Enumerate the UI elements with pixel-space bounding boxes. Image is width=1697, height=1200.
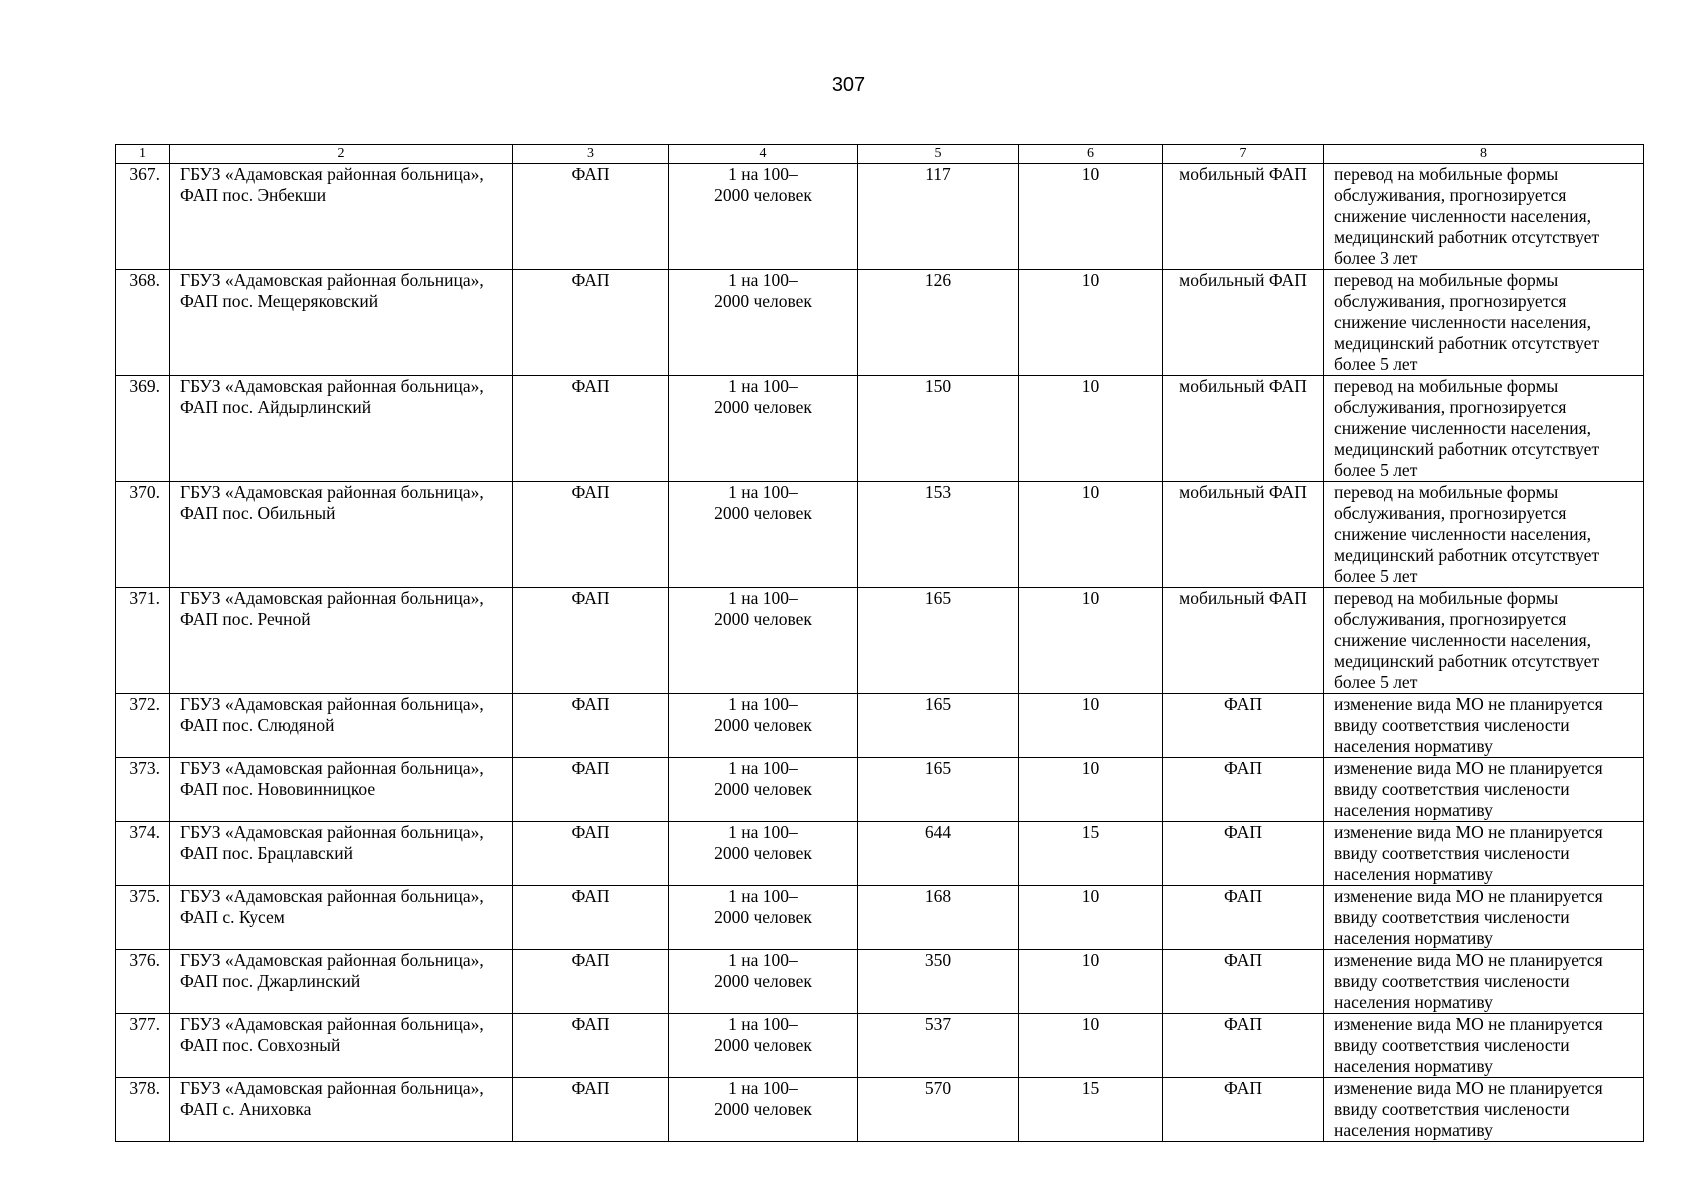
table-row: [116, 482, 1644, 588]
header-cell-5: 5: [858, 145, 1019, 164]
type-cell: ФАП: [513, 1014, 669, 1078]
institution-cell: ГБУЗ «Адамовская районная больница», ФАП пос. Брацлавский: [170, 822, 513, 886]
institution-cell: ГБУЗ «Адамовская районная больница», ФАП с. Аниховка: [170, 1078, 513, 1142]
population-cell: 350: [858, 950, 1019, 1014]
row-number-cell: 376.: [116, 950, 170, 1014]
comment-cell: перевод на мобильные формы обслуживания, прогнозируется снижение численности населения, медицинский работник отсутствует более 3 лет: [1324, 164, 1644, 270]
institution-cell: ГБУЗ «Адамовская районная больница», ФАП пос. Совхозный: [170, 1014, 513, 1078]
row-number-cell: 372.: [116, 694, 170, 758]
comment-cell: перевод на мобильные формы обслуживания, прогнозируется снижение численности населения, медицинский работник отсутствует более 5 лет: [1324, 376, 1644, 482]
row-number-cell: 377.: [116, 1014, 170, 1078]
population-cell: 117: [858, 164, 1019, 270]
table-row: [116, 376, 1644, 482]
new-type-cell: мобильный ФАП: [1163, 376, 1324, 482]
table-row: [116, 1014, 1644, 1078]
distance-cell: 10: [1019, 694, 1163, 758]
population-cell: 150: [858, 376, 1019, 482]
population-cell: 153: [858, 482, 1019, 588]
new-type-cell: ФАП: [1163, 822, 1324, 886]
distance-cell: 10: [1019, 588, 1163, 694]
norm-cell: 1 на 100– 2000 человек: [669, 376, 858, 482]
norm-cell: 1 на 100– 2000 человек: [669, 270, 858, 376]
comment-cell: перевод на мобильные формы обслуживания, прогнозируется снижение численности населения, медицинский работник отсутствует более 5 лет: [1324, 588, 1644, 694]
type-cell: ФАП: [513, 376, 669, 482]
institution-cell: ГБУЗ «Адамовская районная больница», ФАП пос. Мещеряковский: [170, 270, 513, 376]
population-cell: 165: [858, 758, 1019, 822]
new-type-cell: ФАП: [1163, 694, 1324, 758]
type-cell: ФАП: [513, 950, 669, 1014]
norm-cell: 1 на 100– 2000 человек: [669, 950, 858, 1014]
norm-cell: 1 на 100– 2000 человек: [669, 1014, 858, 1078]
row-number-cell: 371.: [116, 588, 170, 694]
institution-cell: ГБУЗ «Адамовская районная больница», ФАП пос. Джарлинский: [170, 950, 513, 1014]
population-cell: 165: [858, 588, 1019, 694]
table-row: [116, 758, 1644, 822]
distance-cell: 10: [1019, 482, 1163, 588]
comment-cell: изменение вида МО не планируется ввиду соответствия числености населения нормативу: [1324, 886, 1644, 950]
data-table: [115, 144, 1644, 1142]
new-type-cell: ФАП: [1163, 950, 1324, 1014]
type-cell: ФАП: [513, 164, 669, 270]
norm-cell: 1 на 100– 2000 человек: [669, 822, 858, 886]
distance-cell: 10: [1019, 950, 1163, 1014]
distance-cell: 10: [1019, 270, 1163, 376]
population-cell: 644: [858, 822, 1019, 886]
header-cell-7: 7: [1163, 145, 1324, 164]
distance-cell: 10: [1019, 758, 1163, 822]
type-cell: ФАП: [513, 482, 669, 588]
comment-cell: перевод на мобильные формы обслуживания, прогнозируется снижение численности населения, медицинский работник отсутствует более 5 лет: [1324, 482, 1644, 588]
new-type-cell: ФАП: [1163, 758, 1324, 822]
comment-cell: перевод на мобильные формы обслуживания, прогнозируется снижение численности населения, медицинский работник отсутствует более 5 лет: [1324, 270, 1644, 376]
norm-cell: 1 на 100– 2000 человек: [669, 694, 858, 758]
row-number-cell: 375.: [116, 886, 170, 950]
new-type-cell: ФАП: [1163, 886, 1324, 950]
table-row: [116, 1078, 1644, 1142]
table-row: [116, 164, 1644, 270]
comment-cell: изменение вида МО не планируется ввиду соответствия числености населения нормативу: [1324, 1014, 1644, 1078]
type-cell: ФАП: [513, 588, 669, 694]
table-body: [116, 164, 1644, 1142]
distance-cell: 10: [1019, 886, 1163, 950]
new-type-cell: мобильный ФАП: [1163, 588, 1324, 694]
new-type-cell: мобильный ФАП: [1163, 270, 1324, 376]
type-cell: ФАП: [513, 694, 669, 758]
header-cell-2: 2: [170, 145, 513, 164]
type-cell: ФАП: [513, 270, 669, 376]
population-cell: 570: [858, 1078, 1019, 1142]
institution-cell: ГБУЗ «Адамовская районная больница», ФАП пос. Обильный: [170, 482, 513, 588]
row-number-cell: 367.: [116, 164, 170, 270]
type-cell: ФАП: [513, 758, 669, 822]
comment-cell: изменение вида МО не планируется ввиду соответствия числености населения нормативу: [1324, 758, 1644, 822]
norm-cell: 1 на 100– 2000 человек: [669, 1078, 858, 1142]
header-cell-1: 1: [116, 145, 170, 164]
header-cell-4: 4: [669, 145, 858, 164]
distance-cell: 15: [1019, 1078, 1163, 1142]
table-row: [116, 822, 1644, 886]
new-type-cell: ФАП: [1163, 1014, 1324, 1078]
comment-cell: изменение вида МО не планируется ввиду соответствия числености населения нормативу: [1324, 694, 1644, 758]
table-header: [116, 145, 1644, 164]
header-cell-3: 3: [513, 145, 669, 164]
distance-cell: 15: [1019, 822, 1163, 886]
institution-cell: ГБУЗ «Адамовская районная больница», ФАП пос. Речной: [170, 588, 513, 694]
row-number-cell: 369.: [116, 376, 170, 482]
row-number-cell: 374.: [116, 822, 170, 886]
table-row: [116, 588, 1644, 694]
table-row: [116, 270, 1644, 376]
header-cell-6: 6: [1019, 145, 1163, 164]
page-number: 307: [831, 74, 866, 96]
distance-cell: 10: [1019, 1014, 1163, 1078]
new-type-cell: мобильный ФАП: [1163, 482, 1324, 588]
norm-cell: 1 на 100– 2000 человек: [669, 886, 858, 950]
type-cell: ФАП: [513, 822, 669, 886]
header-cell-8: 8: [1324, 145, 1644, 164]
institution-cell: ГБУЗ «Адамовская районная больница», ФАП пос. Нововинницкое: [170, 758, 513, 822]
type-cell: ФАП: [513, 886, 669, 950]
table-row: [116, 694, 1644, 758]
distance-cell: 10: [1019, 376, 1163, 482]
comment-cell: изменение вида МО не планируется ввиду соответствия числености населения нормативу: [1324, 950, 1644, 1014]
institution-cell: ГБУЗ «Адамовская районная больница», ФАП с. Кусем: [170, 886, 513, 950]
table-row: [116, 886, 1644, 950]
population-cell: 126: [858, 270, 1019, 376]
norm-cell: 1 на 100– 2000 человек: [669, 482, 858, 588]
population-cell: 165: [858, 694, 1019, 758]
row-number-cell: 370.: [116, 482, 170, 588]
type-cell: ФАП: [513, 1078, 669, 1142]
row-number-cell: 378.: [116, 1078, 170, 1142]
institution-cell: ГБУЗ «Адамовская районная больница», ФАП пос. Слюдяной: [170, 694, 513, 758]
comment-cell: изменение вида МО не планируется ввиду соответствия числености населения нормативу: [1324, 1078, 1644, 1142]
row-number-cell: 368.: [116, 270, 170, 376]
new-type-cell: ФАП: [1163, 1078, 1324, 1142]
institution-cell: ГБУЗ «Адамовская районная больница», ФАП пос. Айдырлинский: [170, 376, 513, 482]
norm-cell: 1 на 100– 2000 человек: [669, 588, 858, 694]
population-cell: 168: [858, 886, 1019, 950]
distance-cell: 10: [1019, 164, 1163, 270]
institution-cell: ГБУЗ «Адамовская районная больница», ФАП пос. Энбекши: [170, 164, 513, 270]
norm-cell: 1 на 100– 2000 человек: [669, 758, 858, 822]
comment-cell: изменение вида МО не планируется ввиду соответствия числености населения нормативу: [1324, 822, 1644, 886]
table-row: [116, 950, 1644, 1014]
row-number-cell: 373.: [116, 758, 170, 822]
new-type-cell: мобильный ФАП: [1163, 164, 1324, 270]
population-cell: 537: [858, 1014, 1019, 1078]
norm-cell: 1 на 100– 2000 человек: [669, 164, 858, 270]
header-row: [116, 145, 1644, 164]
